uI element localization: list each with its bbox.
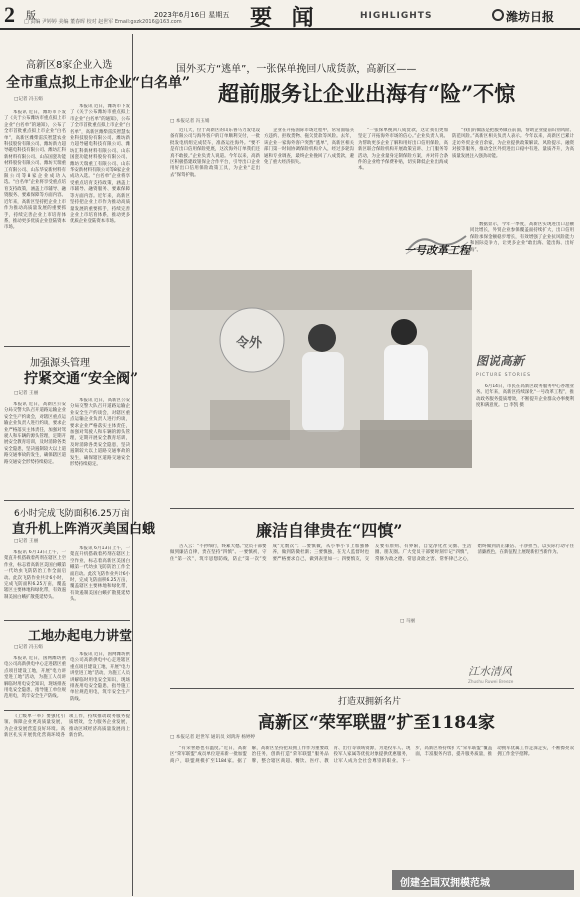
essay-byline: □ 马丽 [400, 619, 415, 624]
bottom-byline: □ 本报记者 赵世军 通讯员 刘鸿涛 杨婷婷 [170, 735, 256, 740]
photo-caption-box [476, 352, 574, 468]
story3-body-b: 本报讯 6月13日上午，一架直升机搭载着药剂在辖区上空作业，标志着高新区美国白蛾第一代幼虫飞防防治工作全面启动。此次飞防作业共计6小时，完成飞防面积6.25万亩，覆盖辖区主要林地和绿化带，有效遏制美国白蛾扩散蔓延势头。 [70, 546, 130, 603]
photo-caption-text: 6月14日，市民在高新区政务服务中心办理业务。近年来，高新区持续深化“一号改革工程”，推动政务服务提质增效，不断提升企业群众办事便利度和满意度。 □ 李凯 摄 [476, 384, 574, 409]
story1-kicker: 高新区8家企业入选 [26, 60, 113, 71]
story2-byline: □记者 王丽 [14, 391, 39, 396]
main-body-col5: 数据显示，今年一季度，高新区实现进出口总额同比增长，外贸企业参保覆盖面持续扩大，出口信用保险承保金额稳步增长，有效增强了企业抗风险能力和国际竞争力，让更多企业“敢出海、能出海、出好海”。 [470, 222, 574, 253]
main-byline: □ 本报记者 冯玉娟 [170, 119, 210, 124]
story3-body-a: 本报讯 6月13日上午，一架直升机搭载着药剂在辖区上空作业，标志着高新区美国白蛾第一代幼虫飞防防治工作全面启动。此次飞防作业共计6小时，完成飞防面积6.25万亩，覆盖辖区主要林地和绿化带，有效遏制美国白蛾扩散蔓延势头。 [4, 550, 66, 600]
story1-body-b: 本报讯 近日，潍坊市下发了《关于公布潍坊市重点拟上市企业“白名单”的通知》，公布了全市首批重点拟上市企业“白名单”，高新区潍柴雷沃智慧农业科技股份有限公司、潍坊新力超导磁电科技有限公司、潍坊汇科新材料有限公司、山东国瓷功能材料股份有限公司、潍坊天瑞重工有限公司、山东华安新材料有限公司等8家企业成功入选。“白名单”企业将享受重点培育支持政策，涵盖上市辅导、融资服务、要素保障等方面内容。近年来，高新区坚持把企业上市作为推动高质量发展的重要抓手，持续完善企业上市培育体系，推动更多优质企业登陆资本市场。 [70, 104, 130, 225]
column-divider [132, 34, 133, 896]
corner-en: Zhushu Ruwei Breeze [468, 679, 514, 684]
news-photo [170, 270, 472, 468]
main-body-col4: “我们的做法是把服务做在前面，帮助企业提前识别风险、防范风险。”高新区相关负责人表示。今年以来，高新区已累计走访外贸企业百余家，为企业提供政策解读、风险提示、融资对接等服务，推动全区外贸进出口稳中有进、量质齐升，为高质量发展注入强劲动能。 [452, 128, 574, 159]
story2-body-a: 本报讯 近日，高新区公安分局交警大队召开道路运输企业安全生产约谈会，对辖区重点运输企业负责人进行约谈，要求企业严格落实主体责任，加强对驾驶人和车辆的源头管理，定期开展安全教育培训，及时消除各类安全隐患，坚决遏制较大以上道路交通事故的发生，确保辖区道路交通安全形势持续稳定。 [4, 402, 66, 465]
story4-headline: 工地办起电力讲堂 [28, 629, 133, 644]
story4-body-b: 本报讯 近日，国网潍坊供电公司高新供电中心走进辖区重点项目建设工地，开展“电力讲堂进工地”活动，为施工人员讲解临时用电安全知识，现场排查用电安全隐患，指导施工单位规范用电，筑牢安全生产防线。 [70, 652, 130, 702]
picture-stories-en: PICTURE STORIES [476, 373, 531, 378]
page-header [0, 0, 580, 30]
story-divider [4, 346, 130, 347]
story1-body-a: 本报讯 近日，潍坊市下发了《关于公布潍坊市重点拟上市企业“白名单”的通知》，公布了全市首批重点拟上市企业“白名单”，高新区潍柴雷沃智慧农业科技股份有限公司、潍坊新力超导磁电科技有限公司、潍坊汇科新材料有限公司、山东国瓷功能材料股份有限公司、潍坊天瑞重工有限公司、山东华安新材料有限公司等8家企业成功入选。“白名单”企业将享受重点培育支持政策，涵盖上市辅导、融资服务、要素保障等方面内容。近年来，高新区坚持把企业上市作为推动高质量发展的重要抓手，持续完善企业上市培育体系，推动更多优质企业登陆资本市场。 [4, 110, 66, 231]
story2-kicker: 加强源头管理 [30, 358, 90, 369]
bottom-top-rule [170, 688, 574, 689]
bottom-headline: 高新区“荣军联盟”扩至1184家 [258, 713, 495, 733]
story1-byline: □记者 冯玉娟 [14, 97, 43, 102]
story1-headline: 全市重点拟上市企业“白名单” [6, 75, 191, 91]
story4-byline: □记者 冯玉娟 [14, 645, 43, 650]
story3-byline: □记者 王丽 [14, 539, 39, 544]
essay-top-rule [170, 508, 574, 509]
story5-body: 《上级单一举》要强化引领、保障企业更高质量发展，为企业发展营造良好环境。高新区扎实开展优化营商环境各项工作，持续推动政务服务提质增效，全力服务企业发展，推动区域经济高质量发展再上新台阶。 [4, 714, 130, 739]
story-divider [4, 620, 130, 621]
essay-column-title [468, 660, 574, 684]
story2-headline: 拧紧交通“安全阀” [24, 371, 139, 387]
main-body-col2: 企业在开拓国际市场过程中，常常面临买方违约、拒收货物、拖欠货款等风险。去年，该企业一家海外客户突然“逃单”，高新区相关部门第一时间协调保险机构介入，经过多轮沟通和专业调查，最终企业挽回了八成货款，避免了重大经济损失。 [264, 128, 354, 166]
essay-headline: 廉洁自律贵在“四慎” [256, 521, 403, 540]
story3-headline: 直升机上阵消灭美国白蛾 [12, 522, 156, 537]
picture-stories-title: 图说高新 [476, 354, 525, 368]
main-body-col1: 近几天，位于高新区的山东鲁马力发电设备有限公司与海外客户的订单顺利交付，一批批发电机组完成装车，准备运往海外。“要不是有出口信用保险兜底，这次海外订单我们还真不敢接。”企业负责人说道。今年以来，高新区积极搭建政银保企合作平台，引导出口企业用好出口信用保险政策工具，为企业“走出去”保驾护航。 [170, 128, 260, 178]
page-label: 版 [26, 11, 36, 22]
newspaper-logo-icon [492, 9, 504, 21]
story4-body-a: 本报讯 近日，国网潍坊供电公司高新供电中心走进辖区重点项目建设工地，开展“电力讲堂进工地”活动，为施工人员讲解临时用电安全知识，现场排查用电安全隐患，指导施工单位规范用电，筑牢安全生产防线。 [4, 656, 66, 700]
reform-project-badge [402, 220, 472, 266]
page-number: 2 [4, 2, 15, 27]
story-divider [4, 500, 130, 501]
bottom-kicker: 打造双拥新名片 [338, 697, 402, 707]
corner-title: 江水清风 [468, 665, 512, 678]
double-support-slogan: 创建全国双拥模范城 [392, 870, 574, 890]
story2-body-b: 本报讯 近日，高新区公安分局交警大队召开道路运输企业安全生产约谈会，对辖区重点运输企业负责人进行约谈，要求企业严格落实主体责任，加强对驾驶人和车辆的源头管理，定期开展安全教育培训，及时消除各类安全隐患，坚决遏制较大以上道路交通事故的发生，确保辖区道路交通安全形势持续稳定。 [70, 398, 130, 468]
main-headline: 超前服务让企业出海有“险”不惊 [218, 81, 516, 106]
bottom-body: “有荣誉感也有温度。”近日，高新区“荣军联盟”成员单位迎来新一批加盟商户，联盟规模扩至1184家。据了解，高新区坚持把双拥工作作为重要政治任务，创新打造“荣军联盟”服务品牌，整合辖区商超、餐饮、医疗、教育、出行等领域资源，为退役军人、现役军人家属等优抚对象提供优惠服务，让军人成为全社会尊崇的职业。下一步，高新区将持续扩大“荣军联盟”覆盖面，丰富服务内容，提升服务质量，推动拥军优属工作走深走实，不断擦亮双拥工作金字招牌。 [170, 746, 574, 764]
issue-date: 2023年6月16日 星期五 [154, 11, 230, 19]
main-body-col3: “一张保单挽回八成货款，这让我们更加坚定了开拓海外市场的信心。”企业负责人说。为帮助更多企业了解和用好出口信用保险，高新区联合保险机构开展政策宣讲、上门服务等活动，为企业量身定制保险方案，并对符合条件的企业给予保费补贴，切实降低企业出海成本。 [358, 128, 448, 172]
reform-project-label: 一号改革工程 [404, 244, 470, 257]
story3-kicker: 6小时完成飞防面积6.25万亩 [14, 509, 130, 519]
photo-sign-text: 令外 [236, 336, 263, 351]
section-title-en: HIGHLIGHTS [360, 11, 433, 21]
newspaper-name: 潍坊日报 [506, 10, 555, 24]
essay-body: 古人云：“不矜细行，终累大德。”党员干部要做到廉洁自律，贵在坚持“四慎”。一要慎初，守住“第一次”，筑牢思想防线，防止“第一次”变成“无数次”；二要慎微，从小事小节上加强修养，做到防微杜渐；三要慎独，在无人监督时也要严格要求自己，做到表里如一；四要慎友，交友要有原则、有界限，自觉净化社交圈、生活圈、朋友圈。广大党员干部要时刻牢记“四慎”，常修为政之德、常思贪欲之害、常怀律己之心，始终做到清正廉洁、干净担当，以实际行动守住清廉底色，在新征程上展现新担当新作为。 [170, 544, 574, 562]
section-title: 要 闻 [250, 5, 320, 31]
story-divider [4, 710, 130, 711]
editor-credits: □ 责编 尹婷婷 美编 董春晖 校对 赵世军 Email:gxzk2016@163.com [24, 19, 182, 25]
main-kicker: 国外买方“逃单”，一张保单挽回八成货款，高新区—— [176, 64, 417, 75]
